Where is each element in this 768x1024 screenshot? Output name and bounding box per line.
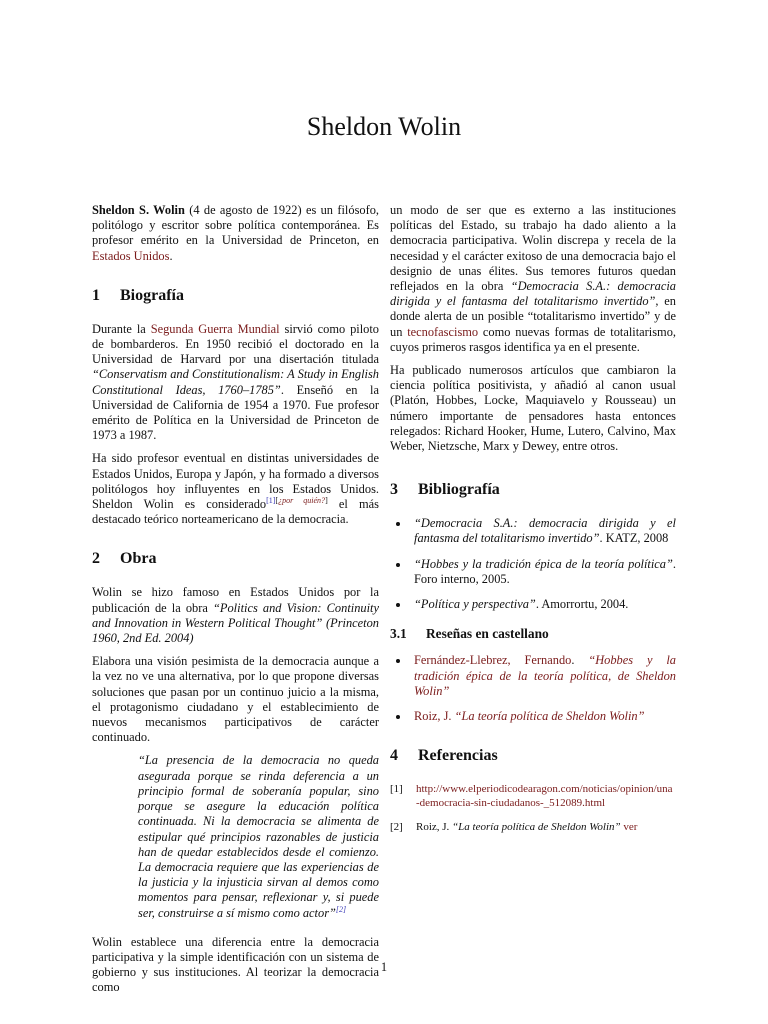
section-title: Reseñas en castellano: [426, 626, 549, 642]
bio-paragraph-1: [92, 322, 379, 444]
book-title: “Politics and Vision: Continuity and Innovation in Western Political Thought” (Princeton 1960, 2nd Ed. 2004): [92, 600, 379, 646]
dissertation-title: “Conservatism and Constitutionalism: A Study in English Constitutional Ideas, 1760–1785”: [92, 367, 379, 397]
obra-text: , en donde alerta de un posible “totalitarismo invertido” y de un: [390, 294, 676, 339]
review-author-link[interactable]: Roiz, J.: [414, 709, 452, 724]
list-item: [410, 597, 676, 612]
section-number: 3.1: [390, 626, 407, 642]
reference-item: [390, 820, 676, 834]
reference-number: [1]: [390, 783, 403, 796]
obra-text: Wolin se hizo famoso en Estados Unidos por la publicación de la obra: [92, 585, 379, 615]
citation-1[interactable]: [266, 496, 328, 505]
bio-text: Durante la: [92, 321, 151, 336]
citation-bracket: [: [275, 495, 279, 505]
bio-text: . Enseñó en la Universidad de California de 1954 a 1970. Fue profesor emérito de Política en la Universidad de Princeton de 1973 a 1987.: [92, 382, 379, 443]
book-title: “Política y perspectiva”: [414, 597, 536, 612]
book-title: “Democracia S.A.: democracia dirigida y el fantasma del totalitarismo invertido”: [390, 279, 676, 309]
reference-url-link[interactable]: http://www.elperiodicodearagon.com/noticias/opinion/una-democracia-sin-ciudadanos-_512089.html: [416, 783, 673, 810]
subsection-heading-resenas: [390, 626, 676, 641]
left-column: [92, 203, 379, 1004]
link-estados-unidos[interactable]: Estados Unidos: [92, 248, 170, 263]
quote-block: [92, 753, 379, 920]
reference-author: Roiz, J.: [416, 821, 453, 834]
section-number: 4: [390, 747, 398, 765]
bio-paragraph-2: [92, 451, 379, 527]
book-title: “Democracia S.A.: democracia dirigida y el fantasma del totalitarismo invertido”: [414, 516, 676, 546]
bibliography-list: [390, 516, 676, 612]
section-heading-bibliografia: [390, 480, 676, 500]
citation-needed-text: ¿por quién?: [278, 495, 326, 505]
intro-name: Sheldon S. Wolin: [92, 203, 185, 217]
quote-text: “La presencia de la democracia no queda asegurada porque se rinda deferencia a un principio formal de soberanía popular, sino porque se asegure la educación política continuada. Ni la democracia se alimenta de estipular qué principios razonables de justicia han de quedar establecidos desde el comienzo. La democracia requiere que las experiencias de la justicia y la injusticia sirvan al demos como momentos para pensar, reflexionar y, si puede ser, construirse a sí mismo como actor”: [138, 753, 379, 920]
bio-text: Ha sido profesor eventual en distintas universidades de Estados Unidos, Europa y Japón, y ha formado a diversos politólogos hoy influyentes en los Estados Unidos. Sheldon Wolin es considerado: [92, 451, 379, 512]
list-item: [410, 557, 676, 587]
book-details: . Amorrortu, 2004.: [535, 597, 629, 612]
section-heading-obra: [92, 549, 379, 569]
section-number: 2: [92, 550, 100, 568]
link-tecnofascismo[interactable]: tecnofascismo: [407, 324, 479, 339]
intro-paragraph: [92, 203, 379, 264]
section-heading-referencias: [390, 746, 676, 766]
list-item: [410, 709, 676, 724]
reference-item: [390, 782, 676, 810]
citation-link-1[interactable]: [1]: [266, 495, 276, 505]
obra-paragraph-5: Ha publicado numerosos artículos que cambiaron la ciencia política positivista, y añadió al canon usual (Platón, Hobbes, Locke, Maquiavelo y Rousseau) un número importante de pensadores hasta entonces relegados: Richard Hooker, Hume, Lutero, Calvino, Max Weber, Nietzsche, Marx y Dewey, entre otros.: [390, 363, 676, 454]
link-segunda-guerra-mundial[interactable]: Segunda Guerra Mundial: [150, 321, 280, 336]
book-title: “Hobbes y la tradición épica de la teoría política”: [414, 556, 673, 571]
section-number: 3: [390, 481, 398, 499]
section-heading-biografia: [92, 286, 379, 306]
section-number: 1: [92, 286, 100, 304]
reference-text: [416, 820, 637, 834]
review-title: “Hobbes y la tradición épica de la teoría política, de Sheldon Wolin”: [414, 653, 676, 698]
section-title: Biografía: [120, 286, 184, 304]
citation-needed-link[interactable]: [278, 496, 325, 505]
intro-end: .: [169, 248, 173, 263]
review-title: “La teoría política de Sheldon Wolin”: [454, 709, 645, 724]
obra-text: un modo de ser que es externo a las instituciones políticas del Estado, su trabajo ha dado aliento a la democracia participativa. Wolin discrepa y recela de la necesidad y el carácter exitoso de una democracia bajo el designio de unas élites. Sus temores futuros quedan reflejados en la obra: [390, 203, 676, 294]
page-number: 1: [380, 960, 388, 974]
obra-paragraph-4: [390, 203, 676, 355]
review-author-link[interactable]: Fernández-Llebrez, Fernando: [414, 653, 572, 668]
right-column: [390, 203, 676, 844]
obra-paragraph-3: Wolin establece una diferencia entre la democracia participativa y la simple identificación con un sistema de gobierno y sus instituciones. Al teorizar la democracia como: [92, 934, 379, 995]
bio-text: el más destacado teórico norteamericano de la democracia.: [92, 497, 379, 527]
book-details: . KATZ, 2008: [599, 531, 669, 546]
review-title-link[interactable]: [455, 709, 645, 723]
section-title: Bibliografía: [418, 481, 500, 499]
obra-text: como nuevas formas de totalitarismo, cuyos primeros rasgos identifica ya en el presente.: [390, 324, 676, 354]
citation-bracket: ]: [325, 495, 328, 505]
obra-paragraph-2: Elabora una visión pesimista de la democracia aunque a la vez no ve una alternativa, por lo que propone diversas soluciones que pasan por un continuo juicio a la misma, el protagonismo ciudadano y el establecimiento de nuevos mecanismos participativos de carácter continuado.: [92, 654, 379, 745]
list-item: [410, 516, 676, 546]
section-title: Obra: [120, 550, 157, 568]
bio-text: sirvió como piloto de bombarderos. En 1950 recibió el doctorado en la Universidad de Harvard por una disertación titulada: [92, 321, 379, 367]
intro-text: (4 de agosto de 1922) es un filósofo, politólogo y escritor sobre política contemporánea. Es profesor emérito en la Universidad de Princeton, en: [92, 203, 380, 248]
obra-paragraph-1: [92, 585, 379, 646]
page-title: Sheldon Wolin: [306, 112, 462, 141]
book-details: . Foro interno, 2005.: [414, 556, 676, 586]
separator: .: [571, 653, 589, 668]
reviews-list: [390, 653, 676, 724]
reference-number: [2]: [390, 821, 403, 834]
references-list: [390, 782, 676, 834]
list-item: [410, 653, 676, 699]
reference-title: “La teoría política de Sheldon Wolin”: [452, 821, 621, 834]
reference-ver-link[interactable]: ver: [623, 821, 638, 834]
citation-link-2[interactable]: [2]: [335, 904, 347, 914]
section-title: Referencias: [418, 747, 498, 765]
